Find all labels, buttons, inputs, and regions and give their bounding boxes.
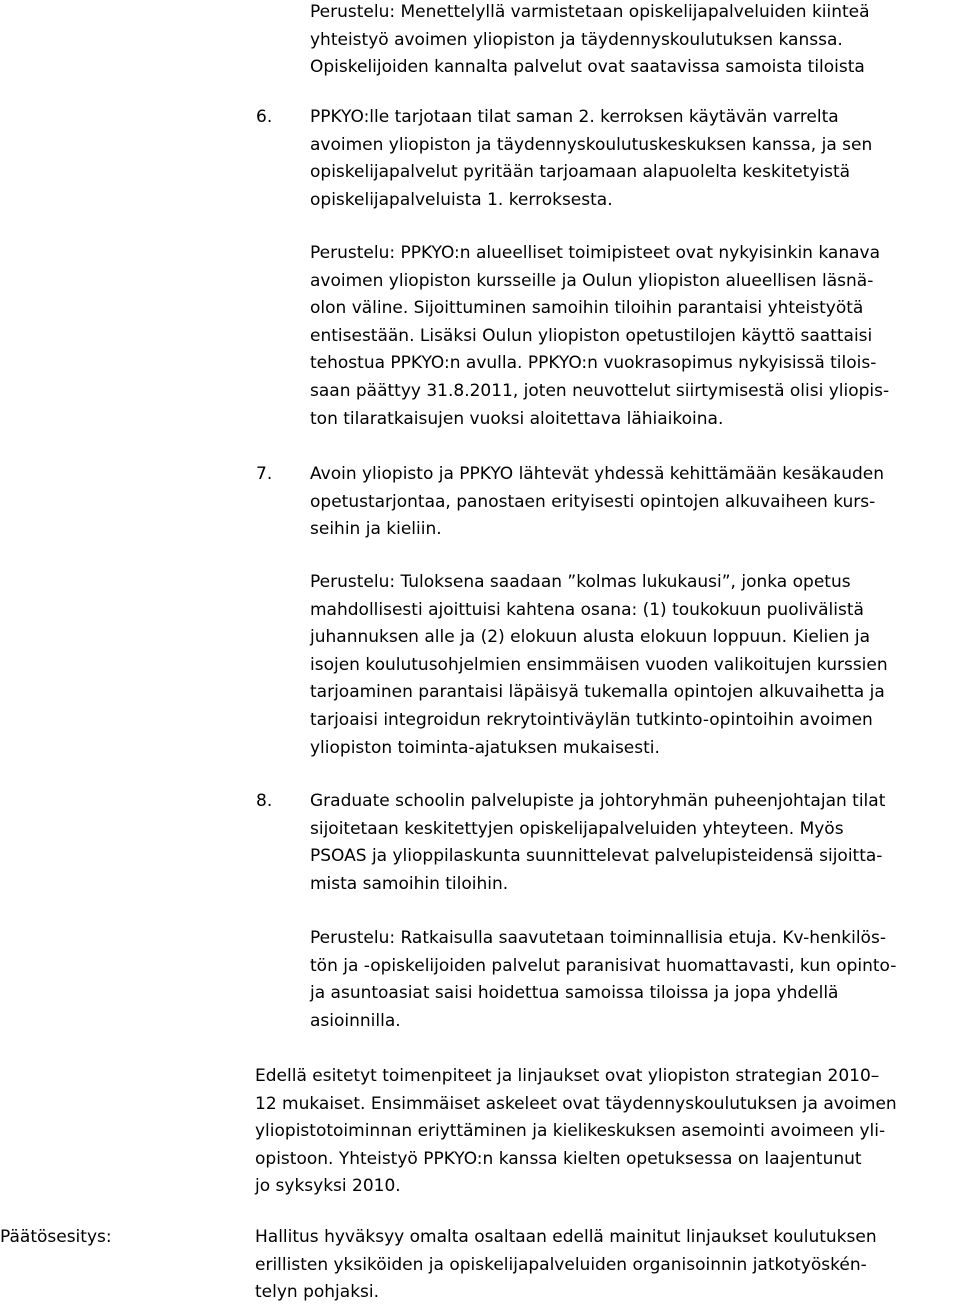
text-line: Perustelu: PPKYO:n alueelliset toimipisteet ovat nykyisinkin kanava — [310, 243, 880, 263]
text-line: PSOAS ja ylioppilaskunta suunnittelevat palvelupisteidensä sijoitta- — [310, 846, 883, 867]
text-line: PPKYO:lle tarjotaan tilat saman 2. kerroksen käytävän varrelta — [310, 107, 839, 127]
text-line: opetustarjontaa, panostaen erityisesti opintojen alkuvaiheen kurs- — [310, 491, 876, 512]
list-item-7 — [310, 461, 950, 544]
text-line: Opiskelijoiden kannalta palvelut ovat saatavissa samoista tiloista — [310, 57, 865, 78]
text-line: Graduate schoolin palvelupiste ja johtoryhmän puheenjohtajan tilat — [310, 791, 886, 811]
list-number-8: 8. — [256, 791, 273, 811]
text-line: yliopiston toiminta-ajatuksen mukaisesti. — [310, 737, 660, 758]
rationale-paragraph-6 — [310, 240, 950, 433]
list-number-6: 6. — [256, 107, 273, 127]
text-line: mahdollisesti ajoittuisi kahtena osana: (1) toukokuun puolivälistä — [310, 599, 864, 620]
text-line: saan päättyy 31.8.2011, joten neuvottelut siirtymisestä olisi yliopis- — [310, 380, 890, 401]
text-line: avoimen yliopiston kursseille ja Oulun yliopiston alueellisen läsnä- — [310, 270, 874, 291]
list-number-7: 7. — [256, 464, 273, 484]
text-line: juhannuksen alle ja (2) elokuun alusta elokuun loppuun. Kielien ja — [310, 627, 871, 648]
text-line: Perustelu: Tuloksena saadaan ”kolmas lukukausi”, jonka opetus — [310, 572, 851, 592]
text-line: opiskelijapalveluista 1. kerroksesta. — [310, 189, 613, 210]
text-line: tön ja -opiskelijoiden palvelut paranisivat huomattavasti, kun opinto- — [310, 955, 897, 976]
decision-proposal-label: Päätösesitys: — [0, 1227, 112, 1247]
text-line: seihin ja kieliin. — [310, 519, 442, 540]
list-item-8 — [310, 788, 950, 898]
text-line: yhteistyö avoimen yliopiston ja täydennyskoulutuksen kanssa. — [310, 29, 843, 50]
text-line: asioinnilla. — [310, 1010, 401, 1031]
text-line: opistoon. Yhteistyö PPKYO:n kanssa kielten opetuksessa on laajentunut — [255, 1148, 862, 1169]
text-line: jo syksyksi 2010. — [255, 1176, 401, 1197]
text-line: Perustelu: Menettelyllä varmistetaan opiskelijapalveluiden kiinteä — [310, 2, 870, 22]
text-line: Hallitus hyväksyy omalta osaltaan edellä mainitut linjaukset koulutuksen — [255, 1227, 877, 1247]
text-line: tarjoaminen parantaisi läpäisyä tukemalla opintojen alkuvaihetta ja — [310, 682, 885, 703]
rationale-paragraph-8 — [310, 925, 950, 1035]
decision-proposal-text — [255, 1224, 945, 1307]
text-line: sijoitetaan keskitettyjen opiskelijapalveluiden yhteyteen. Myös — [310, 818, 844, 839]
text-line: olon väline. Sijoittuminen samoihin tiloihin parantaisi yhteistyötä — [310, 298, 864, 319]
rationale-paragraph-7 — [310, 569, 950, 762]
text-line: tarjoaisi integroidun rekrytointiväylän tutkinto-opintoihin avoimen — [310, 709, 873, 730]
text-line: 12 mukaiset. Ensimmäiset askeleet ovat täydennyskoulutuksen ja avoimen — [255, 1093, 897, 1114]
list-item-6 — [310, 104, 950, 214]
text-line: Perustelu: Ratkaisulla saavutetaan toiminnallisia etuja. Kv-henkilös- — [310, 928, 886, 948]
text-line: yliopistotoiminnan eriyttäminen ja kielikeskuksen asemointi avoimeen yli- — [255, 1121, 886, 1142]
text-line: avoimen yliopiston ja täydennyskoulutuskeskuksen kanssa, ja sen — [310, 134, 873, 155]
text-line: tehostua PPKYO:n avulla. PPKYO:n vuokrasopimus nykyisissä tilois- — [310, 353, 877, 374]
rationale-paragraph-intro — [310, 0, 950, 82]
text-line: Edellä esitetyt toimenpiteet ja linjaukset ovat yliopiston strategian 2010– — [255, 1066, 880, 1086]
text-line: isojen koulutusohjelmien ensimmäisen vuoden valikoitujen kurssien — [310, 654, 888, 675]
text-line: telyn pohjaksi. — [255, 1282, 380, 1303]
text-line: erillisten yksiköiden ja opiskelijapalveluiden organisoinnin jatkotyöskén- — [255, 1254, 867, 1275]
text-line: ja asuntoasiat saisi hoidettua samoissa tiloissa ja jopa yhdellä — [310, 983, 839, 1004]
text-line: opiskelijapalvelut pyritään tarjoamaan alapuolelta keskitetyistä — [310, 162, 851, 183]
text-line: mista samoihin tiloihin. — [310, 873, 509, 894]
summary-paragraph — [255, 1063, 945, 1201]
text-line: ton tilaratkaisujen vuoksi aloitettava lähiaikoina. — [310, 408, 724, 429]
text-line: Avoin yliopisto ja PPKYO lähtevät yhdessä kehittämään kesäkauden — [310, 464, 885, 484]
text-line: entisestään. Lisäksi Oulun yliopiston opetustilojen käyttö saattaisi — [310, 325, 873, 346]
